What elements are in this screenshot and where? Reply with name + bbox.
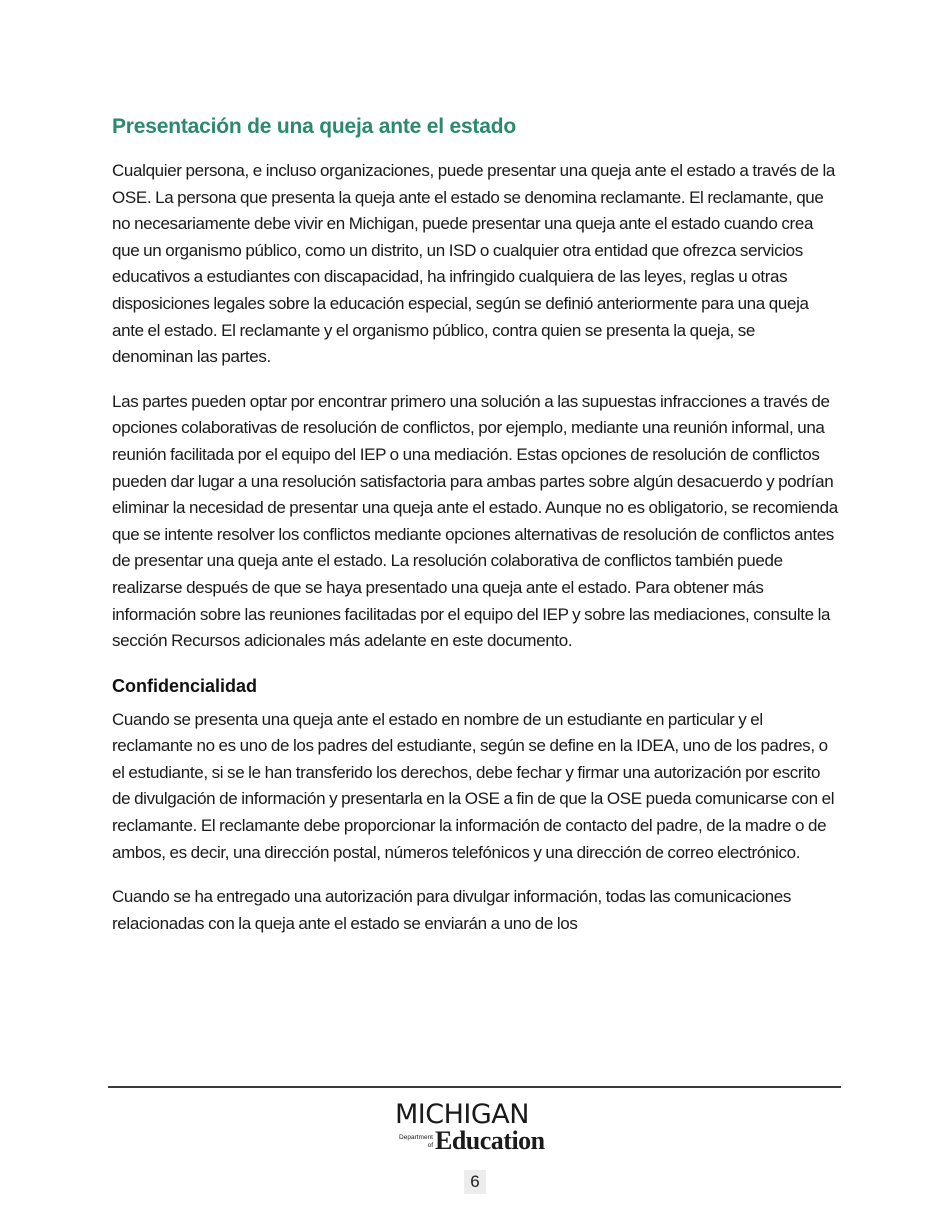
section-heading: Presentación de una queja ante el estado xyxy=(112,115,516,138)
section-paragraph-1: Cualquier persona, e incluso organizaciones, puede presentar una queja ante el estado a través de la OSE. La persona que presenta la queja ante el estado se denomina reclamante. El reclamante, que no necesariamente debe vivir en Michigan, puede presentar una queja ante el estado cuando crea que un organismo público, como un distrito, un ISD o cualquier otra entidad que ofrezca servicios educativos a estudiantes con discapacidad, ha infringido cualquiera de las leyes, reglas u otras disposiciones legales sobre la educación especial, según se definió anteriormente para una queja ante el estado. El reclamante y el organismo público, contra quien se presenta la queja, se denominan las partes. xyxy=(112,161,836,367)
document-page xyxy=(112,112,838,955)
page-number: 6 xyxy=(464,1170,486,1194)
logo-education-text: Education xyxy=(435,1126,545,1155)
subsection-paragraph-1: Cuando se presenta una queja ante el estado en nombre de un estudiante en particular y el reclamante no es uno de los padres del estudiante, según se define en la IDEA, uno de los padres, o el estudiante, si se le han transferido los derechos, debe fechar y firmar una autorización por escrito de divulgación de información y presentarla en la OSE a fin de que la OSE pueda comunicarse con el reclamante. El reclamante debe proporcionar la información de contacto del padre, de la madre o de ambos, es decir, una dirección postal, números telefónicos y una dirección de correo electrónico. xyxy=(112,709,835,862)
footer-divider xyxy=(108,1086,841,1088)
logo-michigan-text: MICHIGAN xyxy=(395,1099,529,1130)
section-paragraph-2: Las partes pueden optar por encontrar primero una solución a las supuestas infracciones a través de opciones colaborativas de resolución de conflictos, por ejemplo, mediante una reunión informal, una reunión facilitada por el equipo del IEP o una mediación. Estas opciones de resolución de conflictos pueden dar lugar a una resolución satisfactoria para ambas partes sobre algún desacuerdo y podrían eliminar la necesidad de presentar una queja ante el estado. Aunque no es obligatorio, se recomienda que se intente resolver los conflictos mediante opciones alternativas de resolución de conflictos antes de presentar una queja ante el estado. La resolución colaborativa de conflictos también puede realizarse después de que se haya presentado una queja ante el estado. Para obtener más información sobre las reuniones facilitadas por el equipo del IEP y sobre las mediaciones, consulte la sección Recursos adicionales más adelante en este documento. xyxy=(112,391,838,651)
subsection-heading: Confidencialidad xyxy=(112,675,258,696)
logo-department-text: Department of xyxy=(399,1134,433,1149)
subsection-paragraph-2: Cuando se ha entregado una autorización para divulgar información, todas las comunicaciones relacionadas con la queja ante el estado se enviarán a uno de los xyxy=(112,887,791,933)
michigan-education-logo xyxy=(395,1094,557,1158)
